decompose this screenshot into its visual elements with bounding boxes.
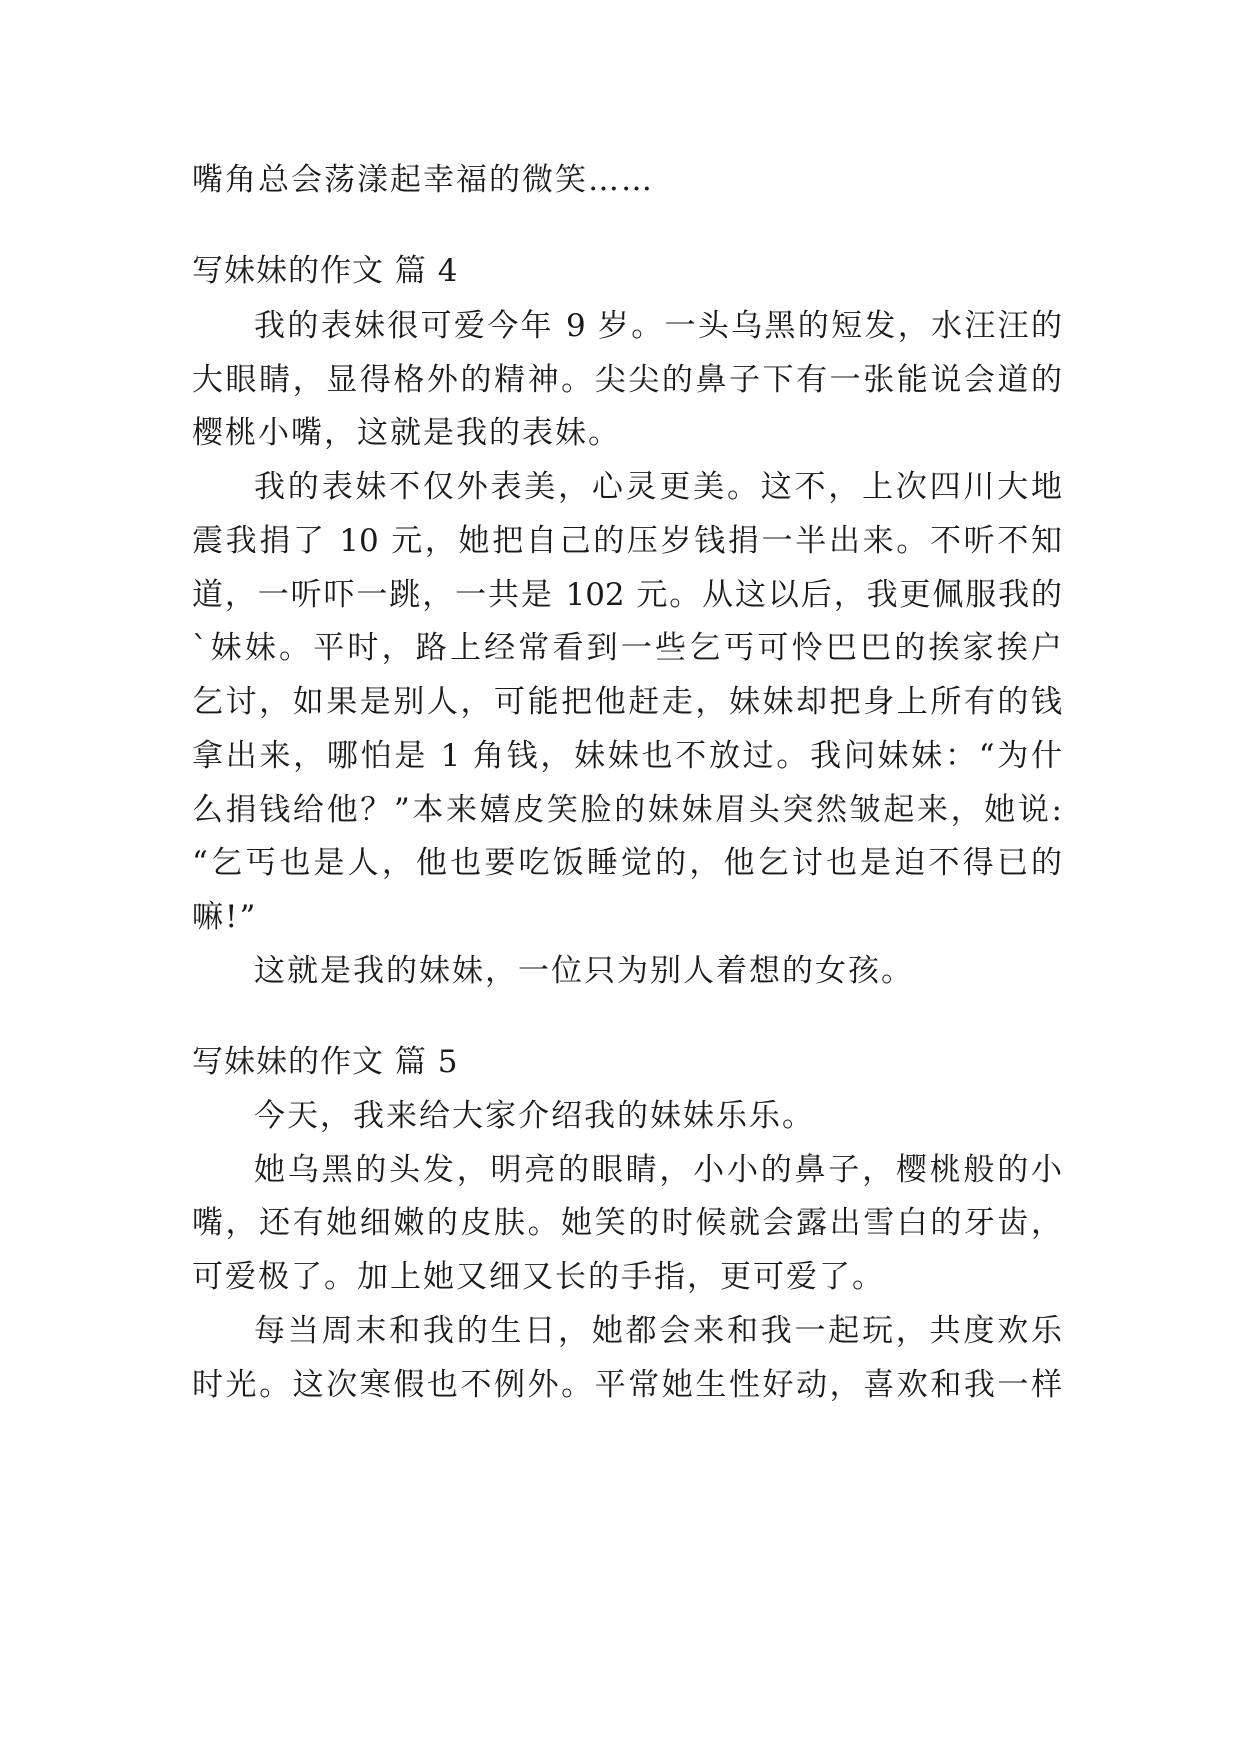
paragraph-line: 樱桃小嘴，这就是我的表妹。 (192, 415, 621, 451)
paragraph-line: 嘛!” (192, 899, 258, 935)
section-heading-5: 写妹妹的作文 篇 5 (192, 1044, 459, 1080)
paragraph-line: 时光。这次寒假也不例外。平常她生性好动，喜欢和我一样 (192, 1367, 1062, 1403)
paragraph-line: 大眼睛，显得格外的精神。尖尖的鼻子下有一张能说会道的 (192, 362, 1062, 398)
section-heading-4: 写妹妹的作文 篇 4 (192, 253, 459, 289)
paragraph-line: “乞丐也是人，他也要吃饭睡觉的，他乞讨也是迫不得已的 (192, 845, 1062, 881)
paragraph-line: 这就是我的妹妹，一位只为别人着想的女孩。 (254, 953, 914, 989)
paragraph-line: 嘴角总会荡漾起幸福的微笑…… (192, 162, 654, 198)
paragraph-line: 乞讨，如果是别人，可能把他赶走，妹妹却把身上所有的钱 (192, 684, 1062, 720)
paragraph-line: 道，一听吓一跳，一共是 102 元。从这以后，我更佩服我的 (192, 577, 1062, 613)
paragraph-line: 可爱极了。加上她又细又长的手指，更可爱了。 (192, 1259, 885, 1295)
paragraph-line: 拿出来，哪怕是 1 角钱，妹妹也不放过。我问妹妹：“为什 (192, 738, 1062, 774)
paragraph-line: 今天，我来给大家介绍我的妹妹乐乐。 (254, 1098, 815, 1134)
paragraph-line: 她乌黑的头发，明亮的眼睛，小小的鼻子，樱桃般的小 (254, 1152, 1062, 1188)
paragraph-line: 每当周末和我的生日，她都会来和我一起玩，共度欢乐 (254, 1313, 1062, 1349)
paragraph-line: 么捐钱给他？”本来嬉皮笑脸的妹妹眉头突然皱起来，她说: (192, 792, 1062, 828)
paragraph-line: 嘴，还有她细嫩的皮肤。她笑的时候就会露出雪白的牙齿， (192, 1205, 1062, 1241)
paragraph-line: `妹妹。平时，路上经常看到一些乞丐可怜巴巴的挨家挨户 (192, 630, 1062, 666)
paragraph-line: 震我捐了 10 元，她把自己的压岁钱捐一半出来。不听不知 (192, 523, 1062, 559)
paragraph-line: 我的表妹很可爱今年 9 岁。一头乌黑的短发，水汪汪的 (254, 308, 1062, 344)
paragraph-line: 我的表妹不仅外表美，心灵更美。这不，上次四川大地 (254, 469, 1062, 505)
